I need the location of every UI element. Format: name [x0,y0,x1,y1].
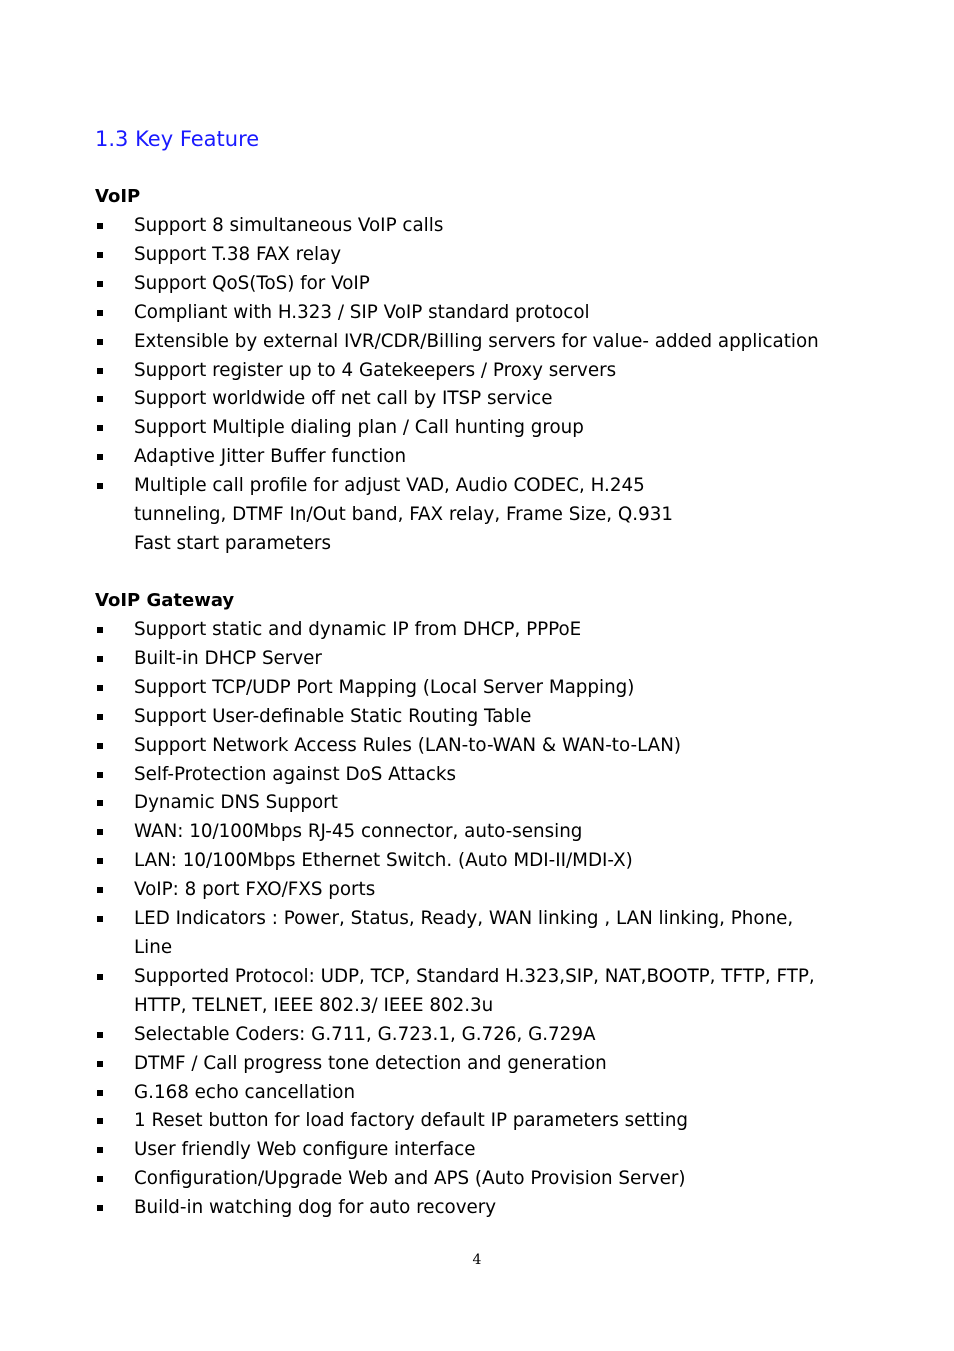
list-item-text: 1 Reset button for load factory default IP parameters setting [134,1110,689,1132]
square-bullet-icon [97,1176,103,1182]
square-bullet-icon [97,887,103,893]
list-item-text: Adaptive Jitter Buffer function [134,446,407,468]
list-item-text: Self-Protection against DoS Attacks [134,763,457,785]
square-bullet-icon [97,974,103,980]
list-item [0,1021,954,1050]
square-bullet-icon [97,1147,103,1153]
list-item-text: Support T.38 FAX relay [134,243,342,265]
list-item-text: Support Network Access Rules (LAN-to-WAN & WAN-to-LAN) [134,734,681,756]
list-item-text: Support User-definable Static Routing Table [134,705,532,727]
square-bullet-icon [97,1205,103,1211]
page-number: 4 [472,1252,482,1268]
square-bullet-icon [97,772,103,778]
square-bullet-icon [97,1118,103,1124]
list-item [0,1079,954,1108]
list-item-text: DTMF / Call progress tone detection and generation [134,1052,607,1074]
list-item-text: G.168 echo cancellation [134,1081,356,1103]
list-item-text: WAN: 10/100Mbps RJ-45 connector, auto-sensing [134,821,583,843]
list-item-text: Compliant with H.323 / SIP VoIP standard protocol [134,301,590,323]
square-bullet-icon [97,281,103,287]
list-item-text: Support register up to 4 Gatekeepers / Proxy servers [134,359,617,381]
list-item [0,328,954,357]
list-item-text: Configuration/Upgrade Web and APS (Auto Provision Server) [134,1168,686,1190]
square-bullet-icon [97,656,103,662]
list-item-text: Support QoS(ToS) for VoIP [134,272,370,294]
square-bullet-icon [97,425,103,431]
voip-feature-list [0,212,954,559]
list-item [0,385,954,414]
list-item-text: LED Indicators : Power, Status, Ready, WAN linking , LAN linking, Phone, Line [134,908,794,958]
square-bullet-icon [97,1061,103,1067]
square-bullet-icon [97,252,103,258]
list-item [0,645,954,674]
list-item [0,241,954,270]
square-bullet-icon [97,223,103,229]
list-item [0,299,954,328]
list-item [0,789,954,818]
list-item [0,1050,954,1079]
voip-gateway-feature-list [0,616,954,1223]
square-bullet-icon [97,858,103,864]
square-bullet-icon [97,310,103,316]
list-item [0,1194,954,1223]
list-item-text: Build-in watching dog for auto recovery [134,1197,497,1219]
square-bullet-icon [97,685,103,691]
square-bullet-icon [97,916,103,922]
list-item [0,1136,954,1165]
list-item-text: VoIP: 8 port FXO/FXS ports [134,879,376,901]
square-bullet-icon [97,1032,103,1038]
list-item-text: LAN: 10/100Mbps Ethernet Switch. (Auto MDI-II/MDI-X) [134,850,633,872]
square-bullet-icon [97,714,103,720]
section-title: 1.3 Key Feature [95,127,260,151]
list-item-text: Built-in DHCP Server [134,647,322,669]
square-bullet-icon [97,483,103,489]
list-item [0,905,954,963]
list-item [0,876,954,905]
list-item [0,357,954,386]
list-item [0,472,954,559]
list-item-text: Dynamic DNS Support [134,792,338,814]
square-bullet-icon [97,1090,103,1096]
voip-heading: VoIP [95,186,141,207]
list-item [0,1107,954,1136]
list-item [0,414,954,443]
voip-gateway-heading: VoIP Gateway [95,590,235,611]
list-item [0,847,954,876]
square-bullet-icon [97,800,103,806]
square-bullet-icon [97,829,103,835]
list-item-text: Multiple call profile for adjust VAD, Audio CODEC, H.245 tunneling, DTMF In/Out band, FAX relay, Frame Size, Q.931 Fast start parameters [134,475,673,554]
square-bullet-icon [97,627,103,633]
list-item [0,703,954,732]
list-item [0,674,954,703]
list-item [0,1165,954,1194]
square-bullet-icon [97,743,103,749]
list-item-text: Support 8 simultaneous VoIP calls [134,215,444,236]
list-item [0,818,954,847]
list-item-text: Support TCP/UDP Port Mapping (Local Server Mapping) [134,676,635,698]
list-item-text: User friendly Web configure interface [134,1139,476,1161]
square-bullet-icon [97,396,103,402]
list-item-text: Supported Protocol: UDP, TCP, Standard H.323,SIP, NAT,BOOTP, TFTP, FTP, HTTP, TELNET, IEEE 802.3/ IEEE 802.3u [134,965,815,1016]
square-bullet-icon [97,454,103,460]
list-item [0,963,954,1021]
list-item-text: Selectable Coders: G.711, G.723.1, G.726, G.729A [134,1023,596,1045]
list-item [0,616,954,645]
list-item-text: Support Multiple dialing plan / Call hunting group [134,417,584,439]
list-item [0,761,954,790]
square-bullet-icon [97,368,103,374]
list-item-text: Support worldwide off net call by ITSP service [134,388,553,410]
list-item [0,443,954,472]
list-item [0,270,954,299]
list-item [0,732,954,761]
list-item [0,212,954,241]
square-bullet-icon [97,339,103,345]
list-item-text: Support static and dynamic IP from DHCP, PPPoE [134,619,582,640]
list-item-text: Extensible by external IVR/CDR/Billing servers for value- added application [134,330,819,352]
